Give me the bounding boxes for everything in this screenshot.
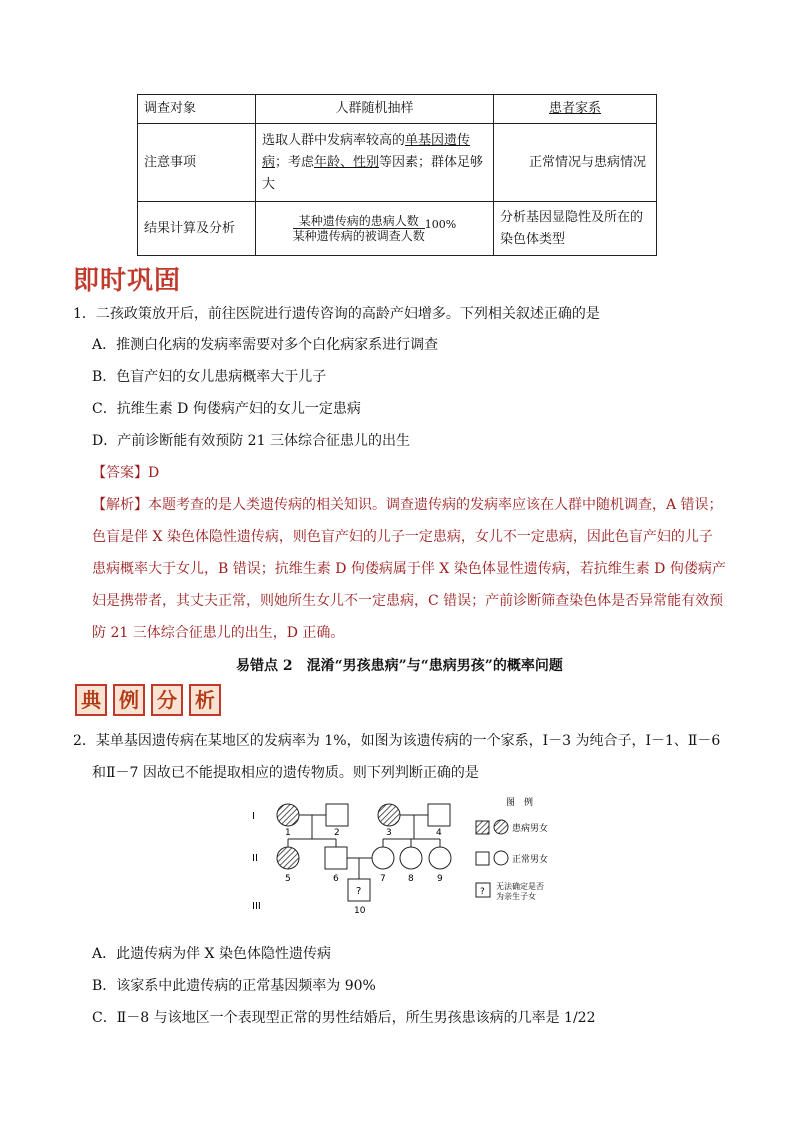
option-d: D．产前诊断能有效预防 21 三体综合征患儿的出生 bbox=[92, 433, 410, 449]
table-header-cell: 调查对象 bbox=[138, 95, 256, 124]
question-2-stem: 和Ⅱ－7 因故已不能提取相应的遗传物质。则下列判断正确的是 bbox=[92, 765, 479, 781]
fraction: $\frac{\text{某种遗传病的患病人数}}{\text{某种遗传病的被调查人数}}$ bbox=[292, 214, 425, 243]
legend-normal: 正常男女 bbox=[512, 855, 549, 865]
analysis-line: 防 21 三体综合征患儿的出生，D 正确。 bbox=[92, 625, 345, 641]
svg-text:8: 8 bbox=[408, 874, 414, 884]
svg-text:?: ? bbox=[480, 887, 485, 897]
question-1-stem: 1．二孩政策放开后，前往医院进行遗传咨询的高龄产妇增多。下列相关叙述正确的是 bbox=[73, 306, 600, 322]
analysis-line: 患病概率大于女儿，B 错误；抗维生素 D 佝偻病属于伴 X 染色体显性遗传病，若抗维生素 D 佝偻病产 bbox=[92, 561, 726, 577]
analysis-line: 【解析】本题考查的是人类遗传病的相关知识。调查遗传病的发病率应该在人群中随机调查，A 错误； bbox=[92, 497, 723, 513]
table-header-cell: 患者家系 bbox=[494, 95, 657, 124]
table-header-cell: 人群随机抽样 bbox=[256, 95, 494, 124]
generation-label: II bbox=[252, 853, 258, 864]
svg-text:6: 6 bbox=[333, 874, 339, 884]
legend-affected: 患病男女 bbox=[512, 824, 549, 834]
option-a: A．此遗传病为伴 X 染色体隐性遗传病 bbox=[92, 946, 331, 962]
option-b: B．该家系中此遗传病的正常基因频率为 90% bbox=[92, 978, 376, 994]
svg-text:9: 9 bbox=[437, 874, 443, 884]
section-title: 易错点 2 混淆“男孩患病”与“患病男孩”的概率问题 bbox=[236, 658, 563, 674]
option-c: C．抗维生素 D 佝偻病产妇的女儿一定患病 bbox=[92, 401, 361, 417]
answer: 【答案】D bbox=[92, 465, 160, 481]
svg-text:3: 3 bbox=[386, 828, 392, 838]
affected-female bbox=[277, 804, 299, 826]
svg-text:1: 1 bbox=[285, 828, 291, 838]
table-cell-family: 正常情况与患病情况 bbox=[494, 124, 657, 202]
analysis-line: 色盲是伴 X 染色体隐性遗传病，则色盲产妇的儿子一定患病，女儿不一定患病，因此色盲产妇的儿子 bbox=[92, 529, 713, 545]
option-c: C．Ⅱ－8 与该地区一个表现型正常的男性结婚后，所生男孩患该病的几率是 1/22 bbox=[92, 1010, 596, 1026]
normal-female bbox=[400, 847, 422, 869]
generation-label: III bbox=[252, 901, 261, 912]
affected-female bbox=[277, 847, 299, 869]
banner-char: 析 bbox=[189, 684, 221, 716]
table-cell-sample: 选取人群中发病率较高的单基因遗传病；考虑年龄、性别等因素；群体足够大 bbox=[256, 124, 494, 202]
legend-unknown: 无法确定是否 bbox=[496, 882, 544, 891]
svg-text:7: 7 bbox=[380, 874, 386, 884]
table-cell-family: 分析基因显隐性及所在的染色体类型 bbox=[494, 202, 657, 256]
question-2-stem: 2．某单基因遗传病在某地区的发病率为 1%，如图为该遗传病的一个家系，Ⅰ－3 为纯合子，Ⅰ－1、Ⅱ－6 bbox=[73, 733, 721, 749]
legend-unknown: 为亲生子女 bbox=[496, 892, 536, 901]
section-banner: 即时巩固 bbox=[73, 266, 182, 296]
banner-char: 例 bbox=[113, 684, 145, 716]
affected-female bbox=[378, 804, 400, 826]
table-row-label: 注意事项 bbox=[138, 124, 256, 202]
svg-text:5: 5 bbox=[285, 874, 291, 884]
banner-char: 典 bbox=[75, 684, 107, 716]
svg-text:10: 10 bbox=[354, 906, 366, 916]
pedigree-diagram bbox=[248, 795, 578, 925]
normal-female bbox=[429, 847, 451, 869]
banner-char: 分 bbox=[151, 684, 183, 716]
analysis-line: 妇是携带者，其丈夫正常，则她所生女儿不一定患病，C 错误；产前诊断筛查染色体是否异常能有效预 bbox=[92, 593, 724, 609]
option-a: A．推测白化病的发病率需要对多个白化病家系进行调查 bbox=[92, 337, 439, 353]
legend-title: 图 例 bbox=[506, 798, 534, 808]
survey-table bbox=[137, 94, 657, 256]
generation-label: I bbox=[252, 811, 255, 822]
svg-text:2: 2 bbox=[334, 828, 340, 838]
normal-male bbox=[325, 847, 347, 869]
normal-female bbox=[372, 847, 394, 869]
normal-male bbox=[428, 804, 450, 826]
svg-text:4: 4 bbox=[436, 828, 442, 838]
table-row-label: 结果计算及分析 bbox=[138, 202, 256, 256]
normal-male bbox=[326, 804, 348, 826]
option-b: B．色盲产妇的女儿患病概率大于儿子 bbox=[92, 369, 327, 385]
example-banner bbox=[75, 684, 227, 716]
svg-text:?: ? bbox=[356, 886, 362, 897]
table-cell-formula: $\frac{\text{某种遗传病的患病人数}}{\text{某种遗传病的被调查人数}}$ $^{100\%}$ bbox=[256, 202, 494, 256]
